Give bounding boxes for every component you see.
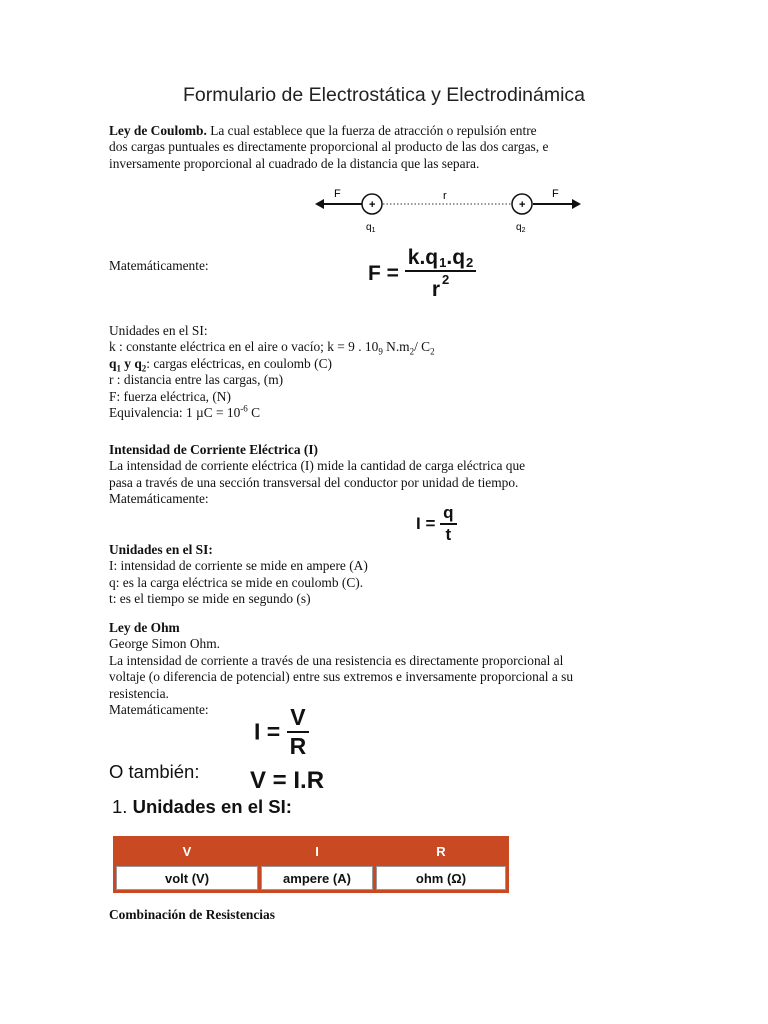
coulomb-units-block: [109, 323, 649, 421]
resistances-heading: Combinación de Resistencias: [109, 907, 275, 922]
table-cell: ohm (Ω): [376, 866, 506, 890]
table-cell: ampere (A): [261, 866, 373, 890]
coulomb-diagram: [305, 180, 595, 236]
current-formula-den: t: [440, 523, 456, 545]
current-section: [109, 442, 649, 508]
coulomb-line-3: inversamente proporcional al cuadrado de la distancia que las separa.: [109, 155, 480, 171]
ohm-also-label: O también:: [109, 761, 200, 782]
ohm-heading: Ley de Ohm: [109, 620, 180, 635]
coulomb-mat-label: Matemáticamente:: [109, 258, 209, 273]
q-definition: $q_1$ y $q_2$: cargas eléctricas, en coulomb (C): [109, 355, 332, 374]
table-header-cell: I: [261, 839, 373, 863]
current-formula-lhs: I =: [416, 514, 436, 533]
ohm-formula-lhs: I =: [254, 718, 281, 745]
equivalence: Equivalencia: 1 $\mu C = 10^{-6}$ C: [109, 403, 261, 421]
current-formula: [416, 503, 457, 545]
coulomb-intro: [109, 123, 649, 172]
charge-sign-2: +: [519, 199, 526, 211]
coulomb-formula-lhs: F =: [368, 262, 399, 285]
ohm-formula: [254, 704, 309, 760]
current-mat-label: Matemáticamente:: [109, 491, 209, 507]
formula-den-r: r: [431, 278, 440, 301]
charge-sign-1: +: [369, 199, 376, 211]
current-unit-3: t: es el tiempo se mide en segundo (s): [109, 591, 311, 607]
current-heading: Intensidad de Corriente Eléctrica (I): [109, 442, 319, 457]
current-line-1: La intensidad de corriente eléctrica (I) mide la cantidad de carga eléctrica que: [109, 458, 526, 474]
force-label-left: F: [334, 188, 341, 200]
r-definition: r : distancia entre las cargas, (m): [109, 372, 284, 388]
ohm-line-2: La intensidad de corriente a través de una resistencia es directamente proporcional al: [109, 652, 564, 668]
k-definition: k : constante eléctrica en el aire o vacío; k = 9 . $10_9$ $N.m_2/$ $C_2$: [109, 339, 435, 358]
formula-den-exp: 2: [442, 272, 450, 287]
table-header-row: [116, 839, 506, 863]
coulomb-units-label: Unidades en el SI:: [109, 323, 208, 338]
table-cell: volt (V): [116, 866, 258, 890]
ohm-formula-2: V = I.R: [250, 767, 325, 794]
f-definition: F: fuerza eléctrica, (N): [109, 388, 231, 404]
force-label-right: F: [552, 188, 559, 200]
ohm-formula-num: V: [290, 704, 306, 730]
current-units-block: [109, 542, 649, 608]
arrow-head-right-icon: [572, 199, 581, 209]
ohm-mat-label: Matemáticamente:: [109, 702, 209, 718]
current-line-2: pasa a través de una sección transversal del conductor por unidad de tiempo.: [109, 474, 519, 490]
q1-label: $q_1$: [366, 222, 376, 234]
current-unit-1: I: intensidad de corriente se mide en ampere (A): [109, 558, 368, 574]
coulomb-heading: Ley de Coulomb.: [109, 123, 207, 138]
table-header-cell: V: [116, 839, 258, 863]
page-title: Formulario de Electrostática y Electrodinámica: [182, 84, 586, 106]
coulomb-line-2: dos cargas puntuales es directamente proporcional al producto de las dos cargas, e: [109, 139, 549, 155]
current-units-heading: Unidades en el SI:: [109, 542, 213, 557]
formula-k-q: k.q: [407, 246, 439, 269]
ohm-units-table: [113, 836, 509, 893]
arrow-head-left-icon: [315, 199, 324, 209]
formula-q2: .q: [446, 246, 466, 269]
distance-label: r: [443, 190, 447, 202]
ohm-line-1: George Simon Ohm.: [109, 636, 220, 652]
formula-sub-1: 1: [439, 255, 447, 270]
ohm-formula-den: R: [287, 731, 310, 760]
ohm-section: [109, 620, 649, 718]
coulomb-formula: [368, 246, 476, 302]
current-formula-num: q: [443, 503, 454, 522]
ohm-line-3: voltaje (o diferencia de potencial) entre sus extremos e inversamente proporcional a su: [109, 669, 574, 685]
ohm-units-heading: 1. Unidades en el SI:: [112, 796, 292, 817]
formula-sub-2: 2: [466, 255, 474, 270]
table-header-cell: R: [376, 839, 506, 863]
table-row: [116, 866, 506, 890]
coulomb-line-1: La cual establece que la fuerza de atracción o repulsión entre: [206, 123, 537, 138]
ohm-line-4: resistencia.: [109, 685, 169, 701]
q2-label: $q_2$: [516, 222, 526, 234]
current-unit-2: q: es la carga eléctrica se mide en coulomb (C).: [109, 574, 364, 590]
